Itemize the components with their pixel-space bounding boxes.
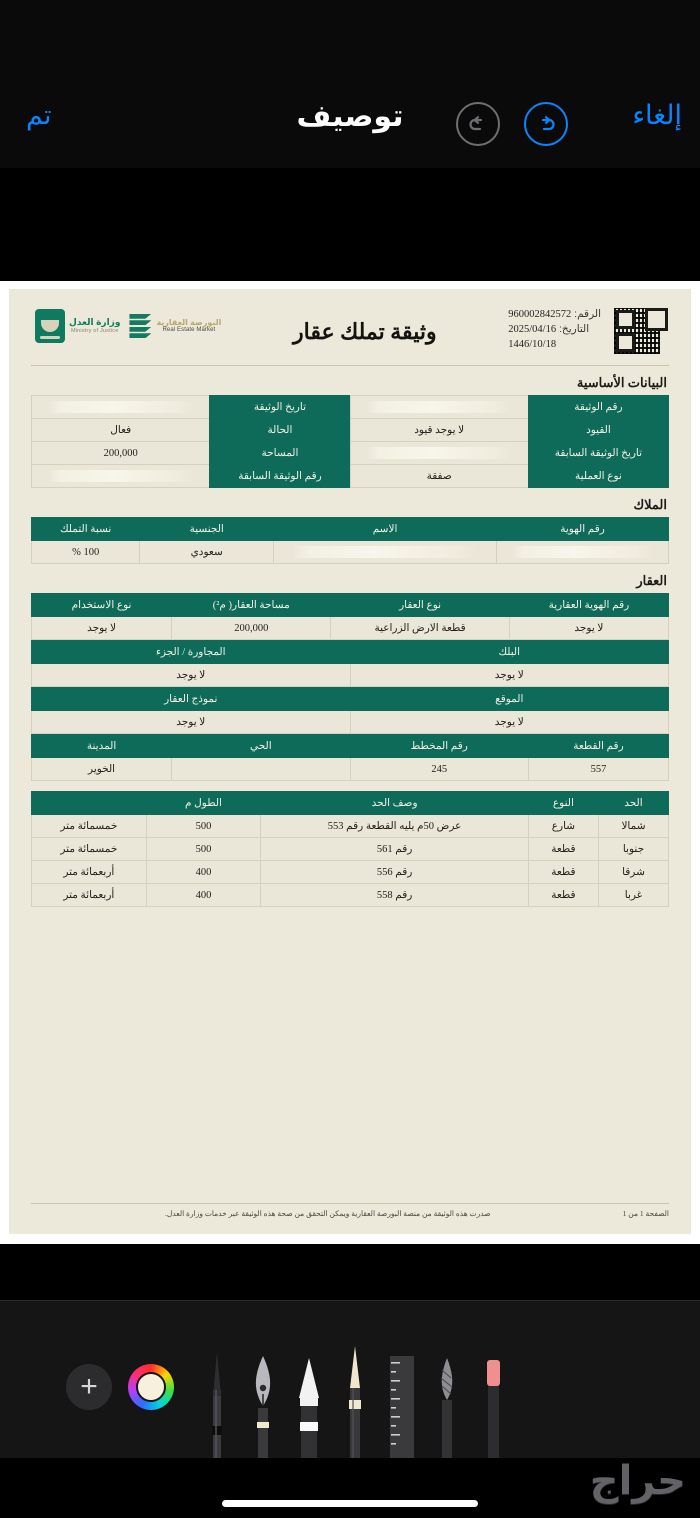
- property-value: الخوير: [32, 758, 172, 781]
- cancel-button[interactable]: إلغاء: [632, 100, 682, 130]
- table-row: [32, 541, 669, 564]
- doc-number-value: 960002842572: [508, 309, 572, 320]
- field-value: 200,000: [32, 442, 210, 465]
- document-header: [31, 303, 669, 366]
- home-bar-area: [0, 1458, 700, 1518]
- column-header: نسبة التملك: [32, 518, 140, 541]
- boundaries-table: [31, 791, 669, 907]
- doc-date-hijri: 1446/10/18: [508, 339, 557, 351]
- field-label: نوع العملية: [528, 465, 668, 488]
- column-header: البلك: [350, 641, 669, 664]
- column-header: الطول م: [146, 792, 261, 815]
- boundary-side: شمالا: [598, 815, 668, 838]
- table-row: [32, 419, 669, 442]
- field-value: [350, 442, 528, 465]
- pen-tool[interactable]: [202, 1350, 232, 1458]
- owner-nationality: سعودي: [140, 541, 274, 564]
- document-canvas[interactable]: [0, 168, 700, 1300]
- column-header: رقم المخطط: [350, 735, 528, 758]
- section-title-basic: البيانات الأساسية: [576, 375, 667, 390]
- column-header: وصف الحد: [261, 792, 529, 815]
- doc-date-gregorian: 2025/04/16: [508, 324, 557, 336]
- moj-emblem-icon: [35, 309, 65, 343]
- add-button[interactable]: +: [66, 1364, 112, 1410]
- boundary-length-number: 400: [146, 861, 261, 884]
- column-header: المجاورة / الجزء: [32, 641, 351, 664]
- table-row: [32, 442, 669, 465]
- property-value: 200,000: [172, 617, 331, 640]
- highlighter-tool[interactable]: [294, 1350, 324, 1458]
- property-value: لا يوجد: [32, 711, 351, 734]
- column-header: رقم الهوية: [497, 518, 669, 541]
- property-table-2: [31, 640, 669, 687]
- deed-document: [9, 289, 691, 1234]
- column-header: [32, 792, 147, 815]
- field-value: [32, 465, 210, 488]
- redacted-value: [512, 546, 652, 558]
- property-value: 245: [350, 758, 528, 781]
- redacted-value: [48, 401, 194, 413]
- table-row: [32, 396, 669, 419]
- field-value: [32, 396, 210, 419]
- owners-table: [31, 517, 669, 564]
- selected-color-swatch: [136, 1372, 166, 1402]
- property-table-3: [31, 687, 669, 734]
- owner-share: 100 %: [32, 541, 140, 564]
- table-row: [32, 884, 669, 907]
- table-row: [32, 664, 669, 687]
- table-row: [32, 838, 669, 861]
- column-header: نوع الاستخدام: [32, 594, 172, 617]
- document-meta: [508, 307, 601, 353]
- table-row: [32, 815, 669, 838]
- pencil-tool[interactable]: [340, 1344, 370, 1458]
- rem-logo-ar: البورصة العقارية: [156, 317, 222, 327]
- done-button[interactable]: تم: [26, 100, 52, 130]
- qr-code-icon: [613, 307, 661, 355]
- boundary-side: جنوبا: [598, 838, 668, 861]
- column-header: الحد: [598, 792, 668, 815]
- redacted-value: [48, 470, 194, 482]
- moj-logo-en: Ministry of Justice: [70, 327, 119, 334]
- column-header: الموقع: [350, 688, 669, 711]
- page-title: توصيف: [296, 100, 404, 133]
- table-row: [32, 861, 669, 884]
- field-label: رقم الوثيقة السابقة: [210, 465, 350, 488]
- property-value: لا يوجد: [350, 711, 669, 734]
- boundary-length-text: خمسمائة متر: [32, 815, 147, 838]
- boundary-description: رقم 556: [261, 861, 529, 884]
- table-row: [32, 617, 669, 640]
- property-value: 557: [528, 758, 668, 781]
- rem-logo-en: Real Estate Market: [162, 327, 216, 334]
- field-label: تاريخ الوثيقة السابقة: [528, 442, 668, 465]
- real-estate-market-logo: [129, 314, 221, 339]
- field-label: الحالة: [210, 419, 350, 442]
- boundary-length-text: أربعمائة متر: [32, 861, 147, 884]
- property-table-4: [31, 734, 669, 781]
- redacted-value: [366, 447, 512, 459]
- boundary-side: غربا: [598, 884, 668, 907]
- boundary-description: عرض 50م يليه القطعة رقم 553: [261, 815, 529, 838]
- logos: [35, 309, 221, 343]
- boundary-side: شرقا: [598, 861, 668, 884]
- boundary-type: شارع: [528, 815, 598, 838]
- moj-logo-ar: وزارة العدل: [69, 317, 121, 328]
- field-value: فعال: [32, 419, 210, 442]
- field-label: المساحة: [210, 442, 350, 465]
- property-value: قطعة الارض الزراعية: [331, 617, 509, 640]
- ruler-tool[interactable]: [386, 1354, 416, 1458]
- redacted-value: [293, 546, 477, 558]
- column-header: الجنسية: [140, 518, 274, 541]
- property-value: لا يوجد: [509, 617, 668, 640]
- boundary-length-text: خمسمائة متر: [32, 838, 147, 861]
- doc-number-label: الرقم:: [574, 308, 601, 320]
- owner-id: [497, 541, 669, 564]
- home-indicator[interactable]: [222, 1500, 478, 1507]
- table-row: [32, 758, 669, 781]
- doc-date-label: التاريخ:: [559, 323, 590, 336]
- owner-name: [274, 541, 497, 564]
- boundary-length-number: 400: [146, 884, 261, 907]
- markup-navbar: [0, 0, 700, 168]
- basic-data-table: [31, 395, 669, 488]
- table-row: [32, 465, 669, 488]
- document-footer: [31, 1203, 669, 1218]
- tool-list: [202, 1344, 508, 1458]
- column-header: رقم القطعة: [528, 735, 668, 758]
- haraj-watermark: حراج: [589, 1459, 686, 1503]
- property-value: [172, 758, 350, 781]
- field-value: لا يوجد قيود: [350, 419, 528, 442]
- section-title-owners: الملاك: [633, 497, 667, 512]
- field-value: صفقة: [350, 465, 528, 488]
- markup-toolbar: [0, 1300, 700, 1458]
- boundary-length-number: 500: [146, 815, 261, 838]
- boundary-type: قطعة: [528, 861, 598, 884]
- page-number: الصفحة 1 من 1: [622, 1209, 669, 1218]
- boundary-description: رقم 561: [261, 838, 529, 861]
- redacted-value: [366, 401, 512, 413]
- document-page[interactable]: [0, 281, 700, 1244]
- field-label: رقم الوثيقة: [528, 396, 668, 419]
- property-value: لا يوجد: [32, 617, 172, 640]
- boundary-description: رقم 558: [261, 884, 529, 907]
- property-table-1: [31, 593, 669, 640]
- section-title-property: العقار: [636, 573, 667, 588]
- column-header: نموذج العقار: [32, 688, 351, 711]
- boundary-type: قطعة: [528, 838, 598, 861]
- column-header: النوع: [528, 792, 598, 815]
- boundary-type: قطعة: [528, 884, 598, 907]
- document-title: وثيقة تملك عقار: [293, 319, 437, 344]
- table-row: [32, 711, 669, 734]
- ministry-of-justice-logo: [35, 309, 120, 343]
- field-label: القيود: [528, 419, 668, 442]
- footer-note: صدرت هذه الوثيقة من منصة البورصة العقارية ويمكن التحقق من صحة هذه الوثيقة عبر خدمات وزارة العدل.: [164, 1209, 491, 1218]
- field-value: [350, 396, 528, 419]
- eraser-tool[interactable]: [432, 1354, 462, 1458]
- field-label: تاريخ الوثيقة: [210, 396, 350, 419]
- property-value: لا يوجد: [350, 664, 669, 687]
- color-picker-button[interactable]: [128, 1364, 174, 1410]
- column-header: رقم الهوية العقارية: [509, 594, 668, 617]
- lasso-tool[interactable]: [478, 1354, 508, 1458]
- boundary-length-text: أربعمائة متر: [32, 884, 147, 907]
- chevron-stack-icon: [129, 314, 151, 339]
- boundary-length-number: 500: [146, 838, 261, 861]
- column-header: نوع العقار: [331, 594, 509, 617]
- column-header: الاسم: [274, 518, 497, 541]
- column-header: مساحة العقار( م²): [172, 594, 331, 617]
- column-header: المدينة: [32, 735, 172, 758]
- column-header: الحي: [172, 735, 350, 758]
- fountain-pen-tool[interactable]: [248, 1350, 278, 1458]
- property-value: لا يوجد: [32, 664, 351, 687]
